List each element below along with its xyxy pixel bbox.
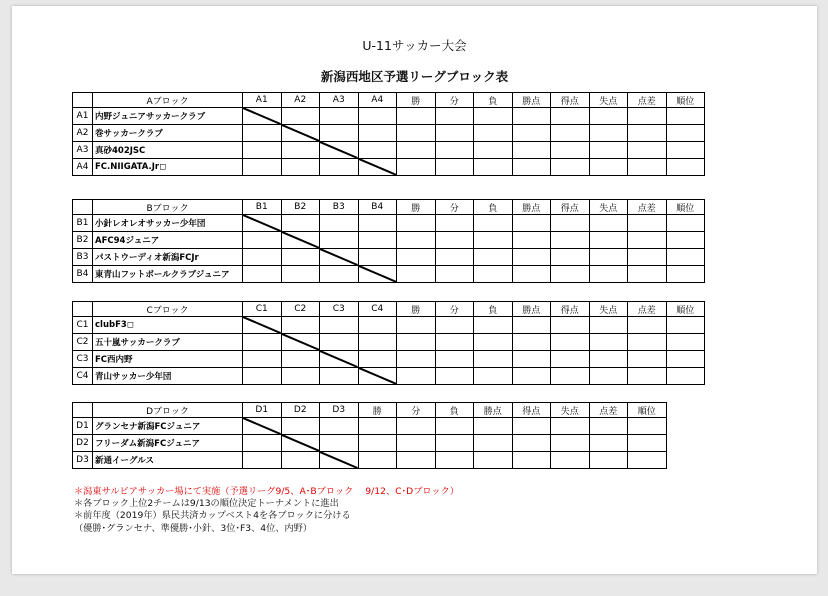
table-row [73,452,667,469]
stat-cell [474,125,513,142]
stat-column-header: 勝 [397,200,436,215]
stat-cell [666,317,705,334]
stat-column-header: 勝点 [512,93,551,108]
team-id: A4 [73,159,93,176]
stat-column-header: 勝 [397,93,436,108]
stat-cell [474,368,513,385]
result-cell [320,317,359,334]
opponent-column-header: C2 [281,302,320,317]
result-cell [243,266,282,283]
stat-cell [551,125,590,142]
stat-cell [435,108,474,125]
stat-cell [628,368,667,385]
stat-column-header: 得点 [551,93,590,108]
result-cell [281,108,320,125]
self-match-cell [243,317,282,334]
stat-cell [397,435,436,452]
stat-cell [589,368,628,385]
stat-cell [435,159,474,176]
team-name: フリーダム新潟FCジュニア [93,435,243,452]
block-table-a [72,92,705,176]
stat-cell [589,452,628,469]
stat-cell [589,249,628,266]
stat-cell [474,249,513,266]
team-id: A2 [73,125,93,142]
team-id: C4 [73,368,93,385]
self-match-cell [243,418,282,435]
stat-cell [628,418,667,435]
team-id: A1 [73,108,93,125]
stat-cell [551,418,590,435]
note-line: ＊潟東サルビアサッカー場にて実施（予選リーグ9/5、A･Bブロック 9/12、C･Dブロック） [74,486,459,497]
stat-cell [589,435,628,452]
team-id: A3 [73,142,93,159]
team-name: パストウーディオ新潟FCJr [93,249,243,266]
stat-cell [512,125,551,142]
self-match-cell [281,435,320,452]
team-id: D2 [73,435,93,452]
self-match-cell [320,452,359,469]
table-row [73,232,705,249]
stat-cell [397,142,436,159]
stat-cell [474,334,513,351]
stat-cell [589,215,628,232]
table-row [73,266,705,283]
stat-cell [628,215,667,232]
result-cell [243,159,282,176]
stat-cell [397,159,436,176]
stat-column-header: 分 [435,302,474,317]
stat-cell [666,159,705,176]
team-name: 内野ジュニアサッカークラブ [93,108,243,125]
stat-cell [397,249,436,266]
stat-cell [512,159,551,176]
result-cell [320,125,359,142]
stat-cell [435,142,474,159]
team-id: D3 [73,452,93,469]
stat-cell [551,317,590,334]
team-name: 東青山フットボールクラブジュニア [93,266,243,283]
stat-cell [397,215,436,232]
stat-column-header: 点差 [628,93,667,108]
stat-cell [589,159,628,176]
stat-cell [551,351,590,368]
opponent-column-header: C3 [320,302,359,317]
table-row [73,249,705,266]
result-cell [320,334,359,351]
table-row [73,351,705,368]
note-line: （優勝･グランセナ、準優勝･小針、3位･F3、4位、内野） [74,522,313,534]
team-id: C1 [73,317,93,334]
stat-cell [589,418,628,435]
stat-column-header: 得点 [551,302,590,317]
header-blank [73,200,93,215]
stat-cell [628,142,667,159]
result-cell [243,351,282,368]
result-cell [320,108,359,125]
stat-cell [589,351,628,368]
result-cell [358,351,397,368]
self-match-cell [358,368,397,385]
opponent-column-header: A1 [243,93,282,108]
stat-column-header: 点差 [628,302,667,317]
stat-cell [628,317,667,334]
stat-cell [435,435,474,452]
stat-cell [474,435,513,452]
block-name: Aブロック [93,93,243,108]
result-cell [243,142,282,159]
stat-cell [551,159,590,176]
stat-column-header: 順位 [666,93,705,108]
stat-cell [397,368,436,385]
result-cell [243,125,282,142]
stat-cell [512,249,551,266]
stat-cell [666,249,705,266]
table-row [73,125,705,142]
team-name: 巻サッカークラブ [93,125,243,142]
stat-column-header: 負 [474,93,513,108]
team-name: FC.NIIGATA.Jr◻ [93,159,243,176]
note-line: ＊前年度（2019年）県民共済カップベスト4を各ブロックに分ける [74,510,351,522]
self-match-cell [281,125,320,142]
stat-cell [397,452,436,469]
stat-cell [512,368,551,385]
result-cell [281,159,320,176]
stat-column-header: 負 [435,403,474,418]
self-match-cell [243,215,282,232]
stat-cell [589,108,628,125]
stat-cell [666,351,705,368]
block-name: Dブロック [93,403,243,418]
stat-cell [512,142,551,159]
block-table-b [72,199,705,283]
result-cell [281,142,320,159]
team-id: B1 [73,215,93,232]
stat-cell [397,334,436,351]
stat-cell [512,215,551,232]
stat-cell [666,142,705,159]
stat-column-header: 勝点 [512,302,551,317]
stat-cell [512,266,551,283]
result-cell [358,334,397,351]
opponent-column-header: D3 [320,403,359,418]
result-cell [243,249,282,266]
stat-cell [628,159,667,176]
stat-cell [397,351,436,368]
table-row [73,368,705,385]
stat-cell [589,125,628,142]
stat-cell [358,435,397,452]
team-name: 真砂402JSC [93,142,243,159]
result-cell [243,232,282,249]
result-cell [281,368,320,385]
team-name: グランセナ新潟FCジュニア [93,418,243,435]
self-match-cell [320,142,359,159]
stat-cell [435,368,474,385]
stat-cell [666,125,705,142]
team-name: 新通イーグルス [93,452,243,469]
stat-cell [435,351,474,368]
stat-cell [512,108,551,125]
opponent-column-header: C4 [358,302,397,317]
stat-column-header: 勝点 [512,200,551,215]
stat-column-header: 負 [474,200,513,215]
team-id: B2 [73,232,93,249]
stat-column-header: 失点 [589,93,628,108]
stat-cell [397,108,436,125]
page-title: U-11サッカー大会 [362,38,467,53]
result-cell [243,452,282,469]
team-id: D1 [73,418,93,435]
stat-cell [435,452,474,469]
stat-cell [435,215,474,232]
stat-cell [512,351,551,368]
stat-cell [628,125,667,142]
stat-cell [435,249,474,266]
stat-cell [435,418,474,435]
opponent-column-header: A2 [281,93,320,108]
stat-cell [589,232,628,249]
stat-cell [397,418,436,435]
header-blank [73,93,93,108]
document-page [12,6,817,574]
team-name: AFC94ジュニア [93,232,243,249]
stat-cell [628,334,667,351]
result-cell [281,215,320,232]
stat-cell [397,266,436,283]
opponent-column-header: B3 [320,200,359,215]
stat-cell [358,452,397,469]
stat-column-header: 順位 [628,403,667,418]
result-cell [281,452,320,469]
header-blank [73,403,93,418]
stat-cell [474,452,513,469]
stat-cell [551,435,590,452]
stat-cell [551,232,590,249]
stat-cell [474,215,513,232]
team-name: 小針レオレオサッカー少年団 [93,215,243,232]
block-name: Bブロック [93,200,243,215]
stat-cell [435,232,474,249]
stat-cell [512,435,551,452]
result-cell [358,108,397,125]
stat-cell [474,142,513,159]
stat-cell [435,266,474,283]
table-row [73,142,705,159]
stat-column-header: 得点 [551,200,590,215]
stat-column-header: 分 [397,403,436,418]
stat-cell [666,215,705,232]
result-cell [281,418,320,435]
opponent-column-header: A3 [320,93,359,108]
result-cell [281,249,320,266]
result-cell [358,125,397,142]
team-id: B3 [73,249,93,266]
self-match-cell [281,232,320,249]
self-match-cell [320,351,359,368]
stat-cell [435,334,474,351]
stat-cell [589,266,628,283]
stat-cell [474,266,513,283]
stat-cell [589,317,628,334]
stat-column-header: 点差 [589,403,628,418]
stat-cell [435,125,474,142]
stat-cell [666,334,705,351]
table-row [73,159,705,176]
stat-column-header: 得点 [512,403,551,418]
block-table-d [72,402,667,469]
stat-cell [551,334,590,351]
stat-cell [666,266,705,283]
stat-cell [512,317,551,334]
stat-cell [551,108,590,125]
stat-column-header: 勝 [397,302,436,317]
stat-cell [628,351,667,368]
opponent-column-header: B4 [358,200,397,215]
team-id: C3 [73,351,93,368]
self-match-cell [358,266,397,283]
header-blank [73,302,93,317]
stat-cell [397,317,436,334]
self-match-cell [320,249,359,266]
result-cell [358,215,397,232]
stat-cell [474,418,513,435]
opponent-column-header: B1 [243,200,282,215]
opponent-column-header: B2 [281,200,320,215]
stat-cell [435,317,474,334]
result-cell [243,435,282,452]
page-subtitle: 新潟西地区予選リーグブロック表 [320,69,509,84]
self-match-cell [281,334,320,351]
result-cell [320,435,359,452]
stat-cell [628,232,667,249]
table-row [73,418,667,435]
team-name: FC西内野 [93,351,243,368]
stat-cell [551,249,590,266]
stat-cell [551,452,590,469]
stat-cell [628,452,667,469]
stat-cell [512,334,551,351]
result-cell [320,418,359,435]
team-name: 青山サッカー少年団 [93,368,243,385]
stat-column-header: 点差 [628,200,667,215]
table-row [73,435,667,452]
result-cell [243,334,282,351]
stat-cell [551,368,590,385]
stat-cell [397,232,436,249]
result-cell [358,249,397,266]
result-cell [243,368,282,385]
team-id: C2 [73,334,93,351]
table-row [73,108,705,125]
table-row [73,334,705,351]
stat-column-header: 分 [435,93,474,108]
stat-cell [589,334,628,351]
stat-cell [589,142,628,159]
stat-cell [628,435,667,452]
stat-cell [397,125,436,142]
self-match-cell [243,108,282,125]
stat-column-header: 失点 [589,302,628,317]
stat-column-header: 分 [435,200,474,215]
stat-column-header: 順位 [666,200,705,215]
stat-column-header: 勝点 [474,403,513,418]
stat-cell [666,108,705,125]
stat-cell [551,142,590,159]
stat-cell [628,108,667,125]
stat-cell [666,232,705,249]
stat-cell [512,232,551,249]
stat-column-header: 勝 [358,403,397,418]
stat-cell [474,159,513,176]
stat-cell [551,266,590,283]
opponent-column-header: D1 [243,403,282,418]
result-cell [358,232,397,249]
result-cell [358,142,397,159]
stat-cell [628,266,667,283]
table-row [73,317,705,334]
result-cell [320,368,359,385]
opponent-column-header: C1 [243,302,282,317]
result-cell [358,317,397,334]
result-cell [320,215,359,232]
result-cell [320,232,359,249]
stat-cell [474,232,513,249]
stat-column-header: 負 [474,302,513,317]
note-line: ＊各ブロック上位2チームは9/13の順位決定トーナメントに進出 [74,498,339,510]
result-cell [320,159,359,176]
result-cell [281,317,320,334]
opponent-column-header: A4 [358,93,397,108]
stat-cell [666,368,705,385]
result-cell [320,266,359,283]
notes-section [74,486,459,535]
stat-cell [358,418,397,435]
stat-column-header: 失点 [551,403,590,418]
opponent-column-header: D2 [281,403,320,418]
stat-cell [512,452,551,469]
table-row [73,215,705,232]
result-cell [281,351,320,368]
block-name: Cブロック [93,302,243,317]
stat-cell [474,351,513,368]
stat-column-header: 順位 [666,302,705,317]
self-match-cell [358,159,397,176]
stat-cell [474,317,513,334]
stat-cell [474,108,513,125]
result-cell [281,266,320,283]
stat-column-header: 失点 [589,200,628,215]
stat-cell [512,418,551,435]
stat-cell [551,215,590,232]
team-name: 五十嵐サッカークラブ [93,334,243,351]
team-id: B4 [73,266,93,283]
team-name: clubF3◻ [93,317,243,334]
stat-cell [628,249,667,266]
block-table-c [72,301,705,385]
